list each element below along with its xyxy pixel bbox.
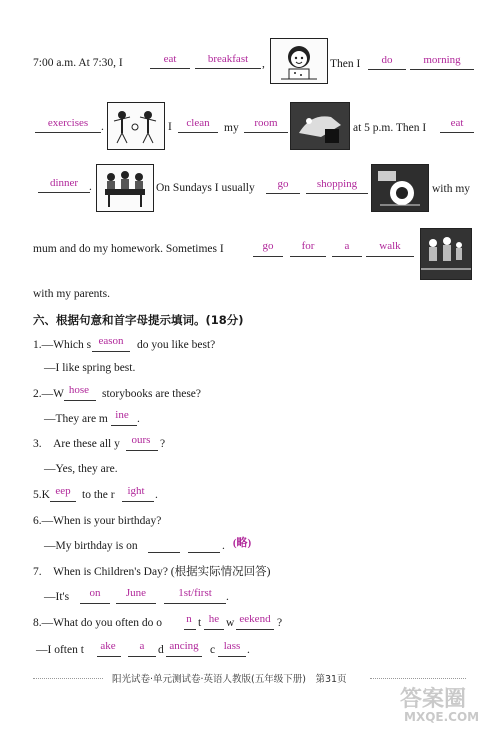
blank-line xyxy=(332,256,362,257)
blank-line xyxy=(253,256,283,257)
passage-text: I xyxy=(168,121,172,133)
question-text: t xyxy=(198,617,202,629)
answer-text: eat xyxy=(450,117,464,129)
illustration-shopping xyxy=(371,164,429,212)
blank-line xyxy=(266,193,300,194)
blank-line xyxy=(204,629,224,630)
answer-text: ine xyxy=(115,409,129,421)
answer-text: dinner xyxy=(49,177,79,189)
blank-line xyxy=(128,656,156,657)
blank-line xyxy=(218,656,246,657)
blank-line xyxy=(236,629,274,630)
blank-line xyxy=(35,132,101,133)
punctuation: . xyxy=(247,644,250,656)
blank-line xyxy=(38,192,90,193)
blank-line xyxy=(166,656,202,657)
punctuation: . xyxy=(222,540,225,552)
answer-text: go xyxy=(262,240,274,252)
reply-text: —They are m xyxy=(44,413,108,425)
blank-line xyxy=(410,69,474,70)
blank-line xyxy=(188,552,220,553)
blank-line xyxy=(116,603,156,604)
reply-text: —My birthday is on xyxy=(44,540,138,552)
question-text: 3. Are these all y xyxy=(33,438,120,450)
answer-text: 1st/first xyxy=(178,587,212,599)
blank-line xyxy=(122,501,154,502)
blank-line xyxy=(80,603,110,604)
blank-line xyxy=(184,629,196,630)
illustration-family-dinner xyxy=(96,164,154,212)
blank-line xyxy=(126,450,158,451)
blank-line xyxy=(148,552,180,553)
answer-text: ours xyxy=(131,434,151,446)
question-text: to the r xyxy=(82,489,115,501)
answer-text: clean xyxy=(186,117,210,129)
answer-text: n xyxy=(186,613,192,625)
reply-text: —I like spring best. xyxy=(44,362,136,374)
question-text: storybooks are these? xyxy=(102,388,201,400)
reply-text: c xyxy=(210,644,216,656)
illustration-walk xyxy=(420,228,472,280)
answer-text: ake xyxy=(100,640,116,652)
reply-text: —Yes, they are. xyxy=(44,463,118,475)
section-heading: 六、根据句意和首字母提示填词。(18分) xyxy=(33,313,244,327)
reply-text: —It's xyxy=(44,591,70,603)
blank-line xyxy=(368,69,406,70)
blank-line xyxy=(195,68,261,69)
punctuation: ? xyxy=(277,617,283,629)
question-text: 6.—When is your birthday? xyxy=(33,515,162,527)
answer-text: ight xyxy=(127,485,145,497)
question-text: w xyxy=(226,617,235,629)
answer-text: morning xyxy=(423,54,461,66)
blank-line xyxy=(440,132,474,133)
punctuation: . xyxy=(155,489,158,501)
answer-text: on xyxy=(89,587,101,599)
answer-text: eekend xyxy=(239,613,271,625)
answer-text: exercises xyxy=(47,117,89,129)
punctuation: , xyxy=(262,58,265,70)
passage-text: with my xyxy=(432,183,471,195)
answer-text: a xyxy=(139,640,145,652)
illustration-cleaning-room xyxy=(290,102,350,150)
answer-text: lass xyxy=(223,640,241,652)
passage-text: 7:00 a.m. At 7:30, I xyxy=(33,57,123,69)
passage-text: my xyxy=(224,122,239,134)
watermark-url: MXQE.COM xyxy=(404,710,480,724)
answer-text: June xyxy=(125,587,147,599)
answer-text: eason xyxy=(98,335,124,347)
illustration-girl-eating xyxy=(270,38,328,84)
question-text: 2.—W xyxy=(33,388,64,400)
blank-line xyxy=(366,256,414,257)
punctuation: . xyxy=(89,181,92,193)
passage-text: with my parents. xyxy=(33,288,110,300)
answer-text: breakfast xyxy=(207,53,249,65)
punctuation: . xyxy=(137,413,140,425)
answer-text: ancing xyxy=(169,640,199,652)
answer-text: a xyxy=(344,240,350,252)
answer-text: eep xyxy=(55,485,71,497)
punctuation: . xyxy=(101,121,104,133)
question-text: 7. When is Children's Day? (根据实际情况回答) xyxy=(33,566,271,578)
punctuation: ? xyxy=(160,438,166,450)
passage-text: mum and do my homework. Sometimes I xyxy=(33,243,224,255)
blank-line xyxy=(97,656,121,657)
answer-text: do xyxy=(381,54,393,66)
passage-text: at 5 p.m. Then I xyxy=(353,122,427,134)
answer-text: go xyxy=(277,178,289,190)
punctuation: . xyxy=(226,591,229,603)
answer-text: for xyxy=(301,240,315,252)
answer-text: shopping xyxy=(316,178,358,190)
watermark-logo: 答案圈 xyxy=(400,687,467,712)
reply-text: —I often t xyxy=(36,644,84,656)
blank-line xyxy=(244,132,288,133)
question-text: 8.—What do you often do o xyxy=(33,617,163,629)
answer-text: he xyxy=(208,613,220,625)
answer-text: room xyxy=(254,117,278,129)
passage-text: On Sundays I usually xyxy=(156,182,255,194)
blank-line xyxy=(290,256,326,257)
blank-line xyxy=(92,351,130,352)
question-text: 5.K xyxy=(33,489,50,501)
blank-line xyxy=(64,400,96,401)
blank-line xyxy=(50,501,76,502)
blank-line xyxy=(306,193,368,194)
blank-line xyxy=(150,68,190,69)
footer-dots-right xyxy=(370,678,466,679)
answer-text: hose xyxy=(68,384,90,396)
answer-text: walk xyxy=(379,240,401,252)
illustration-kids-exercising xyxy=(107,102,165,150)
reply-text: d xyxy=(158,644,164,656)
blank-line xyxy=(164,603,226,604)
answer-note: (略) xyxy=(232,537,252,549)
answer-text: eat xyxy=(163,53,177,65)
footer-dots-left xyxy=(33,678,103,679)
blank-line xyxy=(178,132,218,133)
question-text: do you like best? xyxy=(137,339,216,351)
question-text: 1.—Which s xyxy=(33,339,92,351)
blank-line xyxy=(111,425,137,426)
passage-text: Then I xyxy=(330,58,361,70)
footer-text: 阳光试卷·单元测试卷·英语人教版(五年级下册) 第31页 xyxy=(112,674,347,685)
